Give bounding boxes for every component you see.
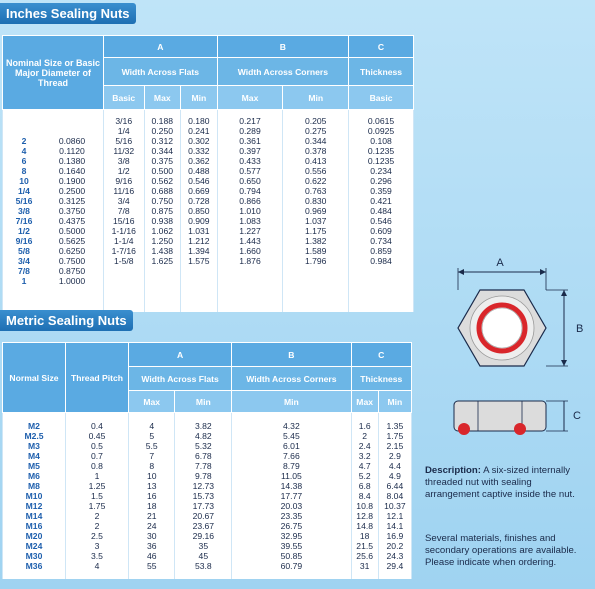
c-basic-column: 0.0615 0.0925 0.108 0.1235 0.1235 0.234 0.296 0.359 0.421 0.484 0.546 0.609 0.734 0.859 0.984 — [349, 110, 414, 313]
diameter-column: 0.0860 0.1120 0.1380 0.1640 0.1900 0.2500 0.3125 0.3750 0.4375 0.5000 0.5625 0.6250 0.7500 0.8750 1.0000 — [58, 136, 86, 286]
dimension-a-label: A — [496, 257, 504, 269]
dimension-b-label: B — [576, 323, 584, 335]
a-min-column: 0.180 0.241 0.302 0.332 0.362 0.488 0.546 0.669 0.728 0.850 0.909 1.031 1.212 1.394 1.575 — [181, 110, 218, 313]
ordering-note: Several materials, finishes and secondary operations are available. Please indicate when ordering. — [425, 533, 577, 568]
normal-size-header: Normal Size — [3, 343, 66, 413]
metric-size-column: M2 M2.5 M3 M4 M5 M6 M8 M10 M12 M14 M16 M20 M24 M30 M36 — [3, 413, 66, 580]
nut-top-view-figure — [440, 250, 590, 380]
thread-pitch-column: 0.4 0.45 0.5 0.7 0.8 1 1.25 1.5 1.75 2 2 2.5 3 3.5 4 — [66, 413, 129, 580]
width-across-flats-header: Width Across Flats — [104, 58, 218, 86]
c-basic-header: Basic — [349, 86, 414, 110]
description-heading: Description: — [425, 465, 481, 476]
m-a-min-header: Min — [175, 391, 232, 413]
width-across-corners-header: Width Across Corners — [217, 58, 348, 86]
m-width-across-flats-header: Width Across Flats — [129, 367, 232, 391]
thread-pitch-header: Thread Pitch — [66, 343, 129, 413]
m-group-a-header: A — [129, 343, 232, 367]
a-max-column: 0.188 0.250 0.312 0.344 0.375 0.500 0.562 0.688 0.750 0.875 0.938 1.062 1.250 1.438 1.625 — [144, 110, 181, 313]
m-width-across-corners-header: Width Across Corners — [232, 367, 351, 391]
m-c-min-column: 1.35 1.75 2.15 2.9 4.4 4.9 6.44 8.04 10.37 12.1 14.1 16.9 20.2 24.3 29.4 — [378, 413, 411, 580]
group-b-header: B — [217, 36, 348, 58]
nut-side-view-figure — [446, 395, 586, 445]
a-max-header: Max — [144, 86, 181, 110]
group-a-header: A — [104, 36, 218, 58]
m-a-min-column: 3.82 4.82 5.32 6.78 7.78 9.78 12.73 15.73 17.73 20.67 23.67 29.16 35 45 53.8 — [175, 413, 232, 580]
dimension-c-label: C — [573, 410, 581, 422]
metric-table — [2, 342, 412, 579]
b-min-header: Min — [283, 86, 349, 110]
m-a-max-header: Max — [129, 391, 175, 413]
a-min-header: Min — [181, 86, 218, 110]
a-basic-header: Basic — [104, 86, 145, 110]
inch-size-column: 2 4 6 8 10 1/4 5/16 3/8 7/16 1/2 9/16 5/8 3/4 7/8 1 — [15, 136, 33, 286]
metric-section-title: Metric Sealing Nuts — [0, 310, 133, 331]
nominal-size-header: Nominal Size or Basic Major Diameter of Thread — [3, 36, 104, 110]
b-max-header: Max — [217, 86, 283, 110]
description-block — [425, 465, 585, 501]
m-group-b-header: B — [232, 343, 351, 367]
seal-right — [514, 423, 526, 435]
m-c-min-header: Min — [378, 391, 411, 413]
description-text: A six-sized internally threaded nut with sealing arrangement captive inside the nut. — [425, 465, 575, 500]
seal-left — [458, 423, 470, 435]
m-b-min-column: 4.32 5.45 6.01 7.66 8.79 11.05 14.38 17.77 20.03 23.35 26.75 32.95 39.55 50.85 60.79 — [232, 413, 351, 580]
m-c-max-column: 1.6 2 2.4 3.2 4.7 5.2 6.8 8.4 10.8 12.8 14.8 18 21.5 25.6 31 — [351, 413, 378, 580]
m-b-min-header: Min — [232, 391, 351, 413]
b-max-column: 0.217 0.289 0.361 0.397 0.433 0.577 0.650 0.794 0.866 1.010 1.083 1.227 1.443 1.660 1.876 — [217, 110, 283, 313]
group-c-header: C — [349, 36, 414, 58]
a-basic-column: 3/16 1/4 5/16 11/32 3/8 1/2 9/16 11/16 3/4 7/8 15/16 1-1/16 1-1/4 1-7/16 1-5/8 — [104, 110, 145, 313]
m-thickness-header: Thickness — [351, 367, 411, 391]
b-min-column: 0.205 0.275 0.344 0.378 0.413 0.556 0.622 0.763 0.830 0.969 1.037 1.175 1.382 1.589 1.796 — [283, 110, 349, 313]
inches-section-title: Inches Sealing Nuts — [0, 3, 136, 24]
m-c-max-header: Max — [351, 391, 378, 413]
inches-table — [2, 35, 414, 312]
thickness-header: Thickness — [349, 58, 414, 86]
m-a-max-column: 4 5 5.5 7 8 10 13 16 18 21 24 30 36 46 55 — [129, 413, 175, 580]
m-group-c-header: C — [351, 343, 411, 367]
